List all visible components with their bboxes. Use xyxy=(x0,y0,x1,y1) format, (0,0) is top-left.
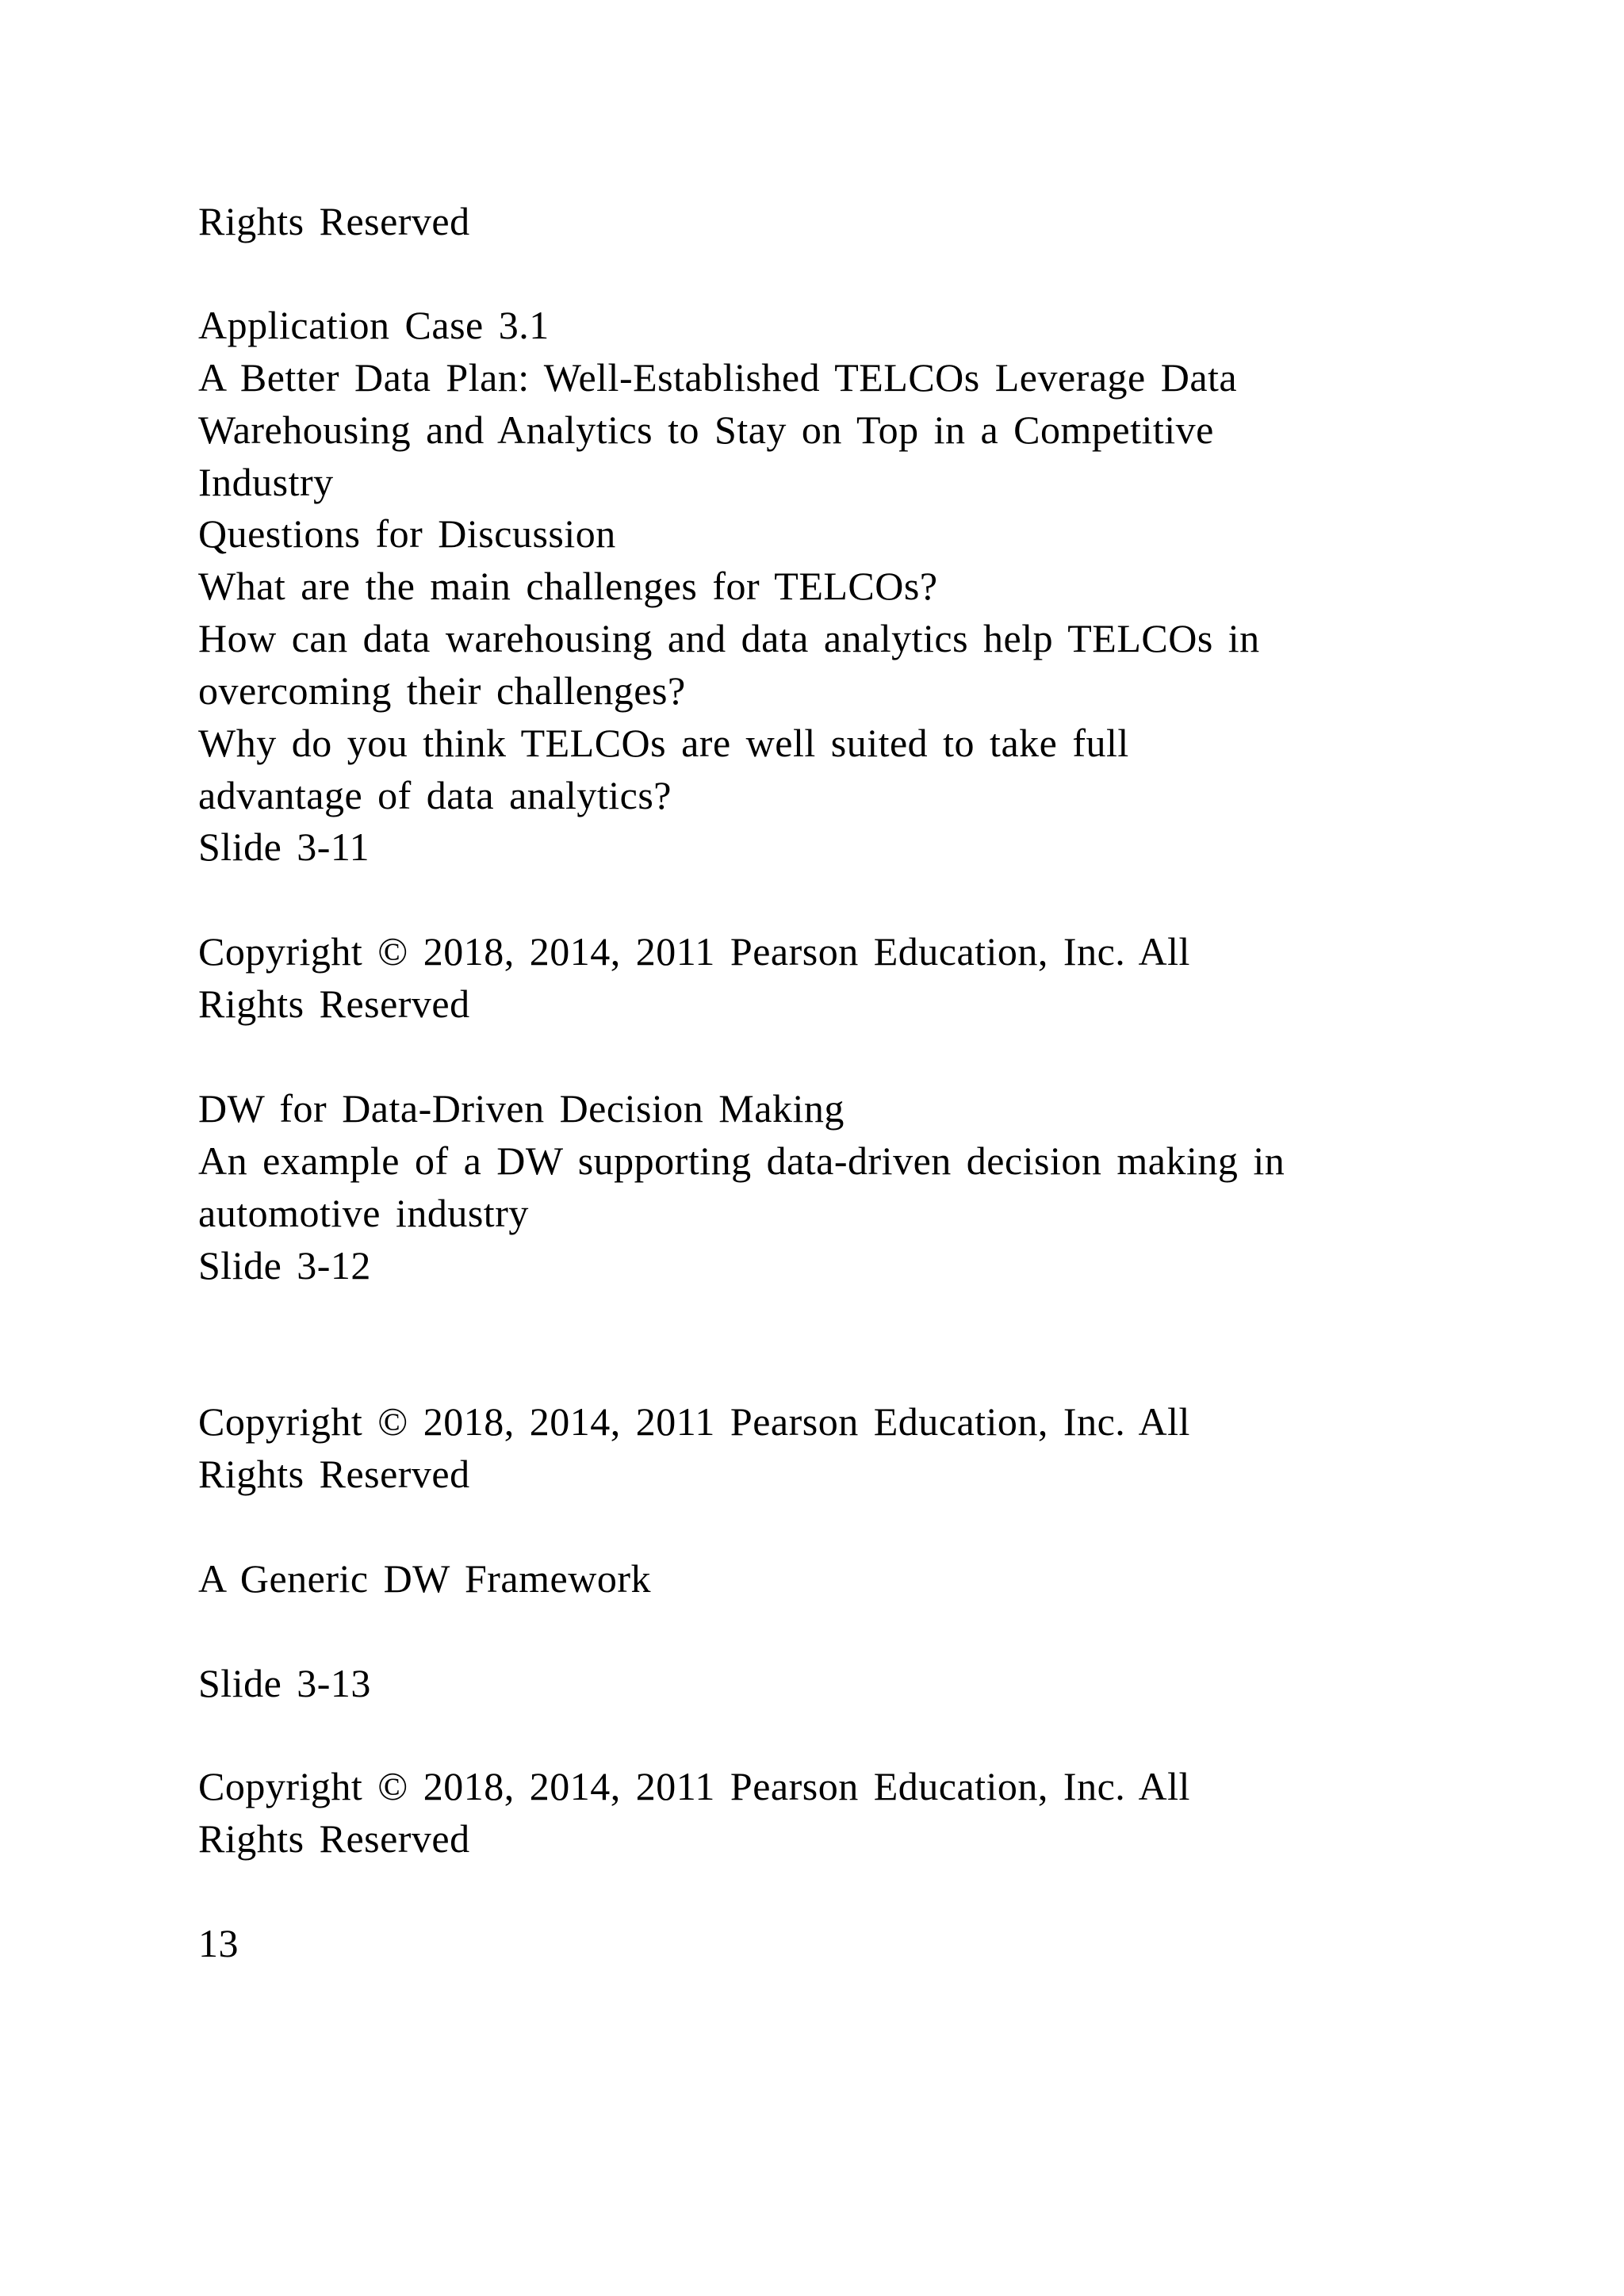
text-line-question-1: What are the main challenges for TELCOs? xyxy=(198,564,938,608)
text-line-copyright-2: Copyright © 2018, 2014, 2011 Pearson Education, Inc. All xyxy=(198,1399,1190,1444)
text-line-dw-heading: DW for Data-Driven Decision Making xyxy=(198,1086,845,1131)
text-line-slide-3-11: Slide 3-11 xyxy=(198,825,370,869)
text-line-dw-example-b: automotive industry xyxy=(198,1191,529,1235)
text-line-question-2a: How can data warehousing and data analytics help TELCOs in xyxy=(198,616,1260,660)
text-line-case-title-3: Industry xyxy=(198,460,334,504)
text-line-rights-reserved-2: Rights Reserved xyxy=(198,1452,470,1496)
text-line-rights-reserved: Rights Reserved xyxy=(198,199,470,243)
page-number: 13 xyxy=(198,1921,239,1965)
document-page xyxy=(198,0,1499,2296)
text-line-copyright-3: Copyright © 2018, 2014, 2011 Pearson Education, Inc. All xyxy=(198,1764,1190,1808)
text-line-rights-reserved-1: Rights Reserved xyxy=(198,982,470,1026)
text-line-dw-example-a: An example of a DW supporting data-driven decision making in xyxy=(198,1138,1285,1183)
text-line-case-title-2: Warehousing and Analytics to Stay on Top in a Competitive xyxy=(198,408,1214,452)
text-line-question-3b: advantage of data analytics? xyxy=(198,773,672,817)
text-line-questions-heading: Questions for Discussion xyxy=(198,511,616,556)
text-line-application-case: Application Case 3.1 xyxy=(198,303,550,347)
text-line-slide-3-12: Slide 3-12 xyxy=(198,1243,371,1288)
text-line-slide-3-13: Slide 3-13 xyxy=(198,1661,371,1705)
text-line-case-title-1: A Better Data Plan: Well-Established TELCOs Leverage Data xyxy=(198,355,1238,400)
text-line-question-2b: overcoming their challenges? xyxy=(198,668,686,713)
text-line-framework-heading: A Generic DW Framework xyxy=(198,1556,651,1601)
text-line-copyright-1: Copyright © 2018, 2014, 2011 Pearson Education, Inc. All xyxy=(198,929,1190,974)
text-line-rights-reserved-3: Rights Reserved xyxy=(198,1816,470,1861)
text-line-question-3a: Why do you think TELCOs are well suited to take full xyxy=(198,721,1129,765)
